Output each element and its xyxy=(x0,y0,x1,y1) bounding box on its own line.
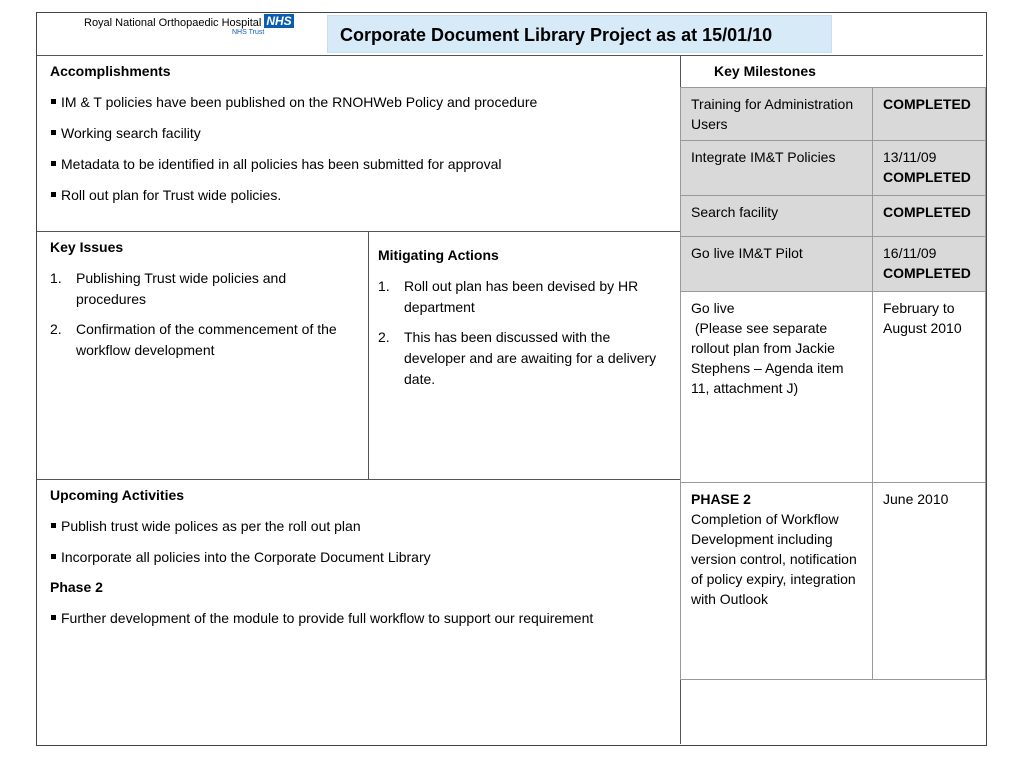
milestone-date-cell xyxy=(873,141,986,196)
issues-column-divider xyxy=(368,232,369,479)
phase2-list xyxy=(51,608,611,639)
item-number: 1. xyxy=(378,278,390,294)
table-row xyxy=(681,237,986,292)
milestone-task: Go live xyxy=(691,300,735,316)
list-item xyxy=(378,276,670,318)
item-number: 1. xyxy=(50,270,62,286)
milestone-phase: PHASE 2 xyxy=(691,491,751,507)
accomplishments-divider xyxy=(37,231,680,232)
title-banner xyxy=(327,15,832,53)
table-row xyxy=(681,88,986,141)
mitigating-actions-list xyxy=(378,276,670,399)
item-text: Roll out plan has been devised by HR department xyxy=(404,278,639,315)
list-item: Working search facility xyxy=(51,123,671,144)
list-item xyxy=(50,268,355,310)
issues-divider xyxy=(37,479,680,480)
table-row xyxy=(681,141,986,196)
phase2-heading: Phase 2 xyxy=(50,579,103,595)
milestone-status: COMPLETED xyxy=(873,88,986,141)
milestone-status: COMPLETED xyxy=(883,265,971,281)
item-text: This has been discussed with the developer and are awaiting for a delivery date. xyxy=(404,329,657,387)
page-title: Corporate Document Library Project as at 15/01/10 xyxy=(340,25,773,45)
item-text: Publishing Trust wide policies and procedures xyxy=(76,270,287,307)
milestones-table xyxy=(680,87,986,680)
milestone-date: February to August 2010 xyxy=(873,292,986,483)
milestone-date: 16/11/09 xyxy=(883,245,937,261)
hospital-name: Royal National Orthopaedic Hospital xyxy=(84,17,262,29)
milestone-task: Search facility xyxy=(681,196,873,237)
key-issues-list xyxy=(50,268,355,370)
list-item: Metadata to be identified in all policies has been submitted for approval xyxy=(51,154,671,175)
accomplishments-list xyxy=(51,92,671,216)
milestone-task-cell xyxy=(681,292,873,483)
milestone-note: (Please see separate rollout plan from Jackie Stephens – Agenda item 11, attachment J) xyxy=(691,320,848,396)
milestone-status: COMPLETED xyxy=(883,169,971,185)
table-row xyxy=(681,483,986,680)
milestone-task: Training for Administration Users xyxy=(681,88,873,141)
item-number: 2. xyxy=(378,329,390,345)
list-item: Incorporate all policies into the Corporate Document Library xyxy=(51,547,661,568)
list-item: Roll out plan for Trust wide policies. xyxy=(51,185,671,206)
item-number: 2. xyxy=(50,321,62,337)
milestone-task-cell xyxy=(681,483,873,680)
header-divider xyxy=(37,55,983,56)
list-item xyxy=(50,319,355,361)
upcoming-activities-heading: Upcoming Activities xyxy=(50,487,185,503)
table-row xyxy=(681,196,986,237)
milestone-date-cell xyxy=(873,237,986,292)
nhs-trust-label: NHS Trust xyxy=(232,29,265,36)
item-text: Confirmation of the commencement of the workflow development xyxy=(76,321,337,358)
milestone-status: COMPLETED xyxy=(873,196,986,237)
milestone-task: Go live IM&T Pilot xyxy=(681,237,873,292)
milestone-task: Completion of Workflow Development including version control, notification of policy expiry, integration with Outlook xyxy=(691,511,857,607)
milestone-date: 13/11/09 xyxy=(883,149,937,165)
milestone-date: June 2010 xyxy=(873,483,986,680)
list-item: IM & T policies have been published on the RNOHWeb Policy and procedure xyxy=(51,92,671,113)
key-issues-heading: Key Issues xyxy=(50,239,124,255)
list-item xyxy=(378,327,670,390)
nhs-logo: NHS xyxy=(264,14,294,28)
list-item: Publish trust wide polices as per the roll out plan xyxy=(51,516,661,537)
mitigating-actions-heading: Mitigating Actions xyxy=(378,247,499,263)
key-milestones-heading: Key Milestones xyxy=(714,63,816,79)
upcoming-activities-list xyxy=(51,516,661,578)
milestone-task: Integrate IM&T Policies xyxy=(681,141,873,196)
list-item: Further development of the module to provide full workflow to support our requirement xyxy=(51,608,611,629)
table-row xyxy=(681,292,986,483)
accomplishments-heading: Accomplishments xyxy=(50,63,171,79)
